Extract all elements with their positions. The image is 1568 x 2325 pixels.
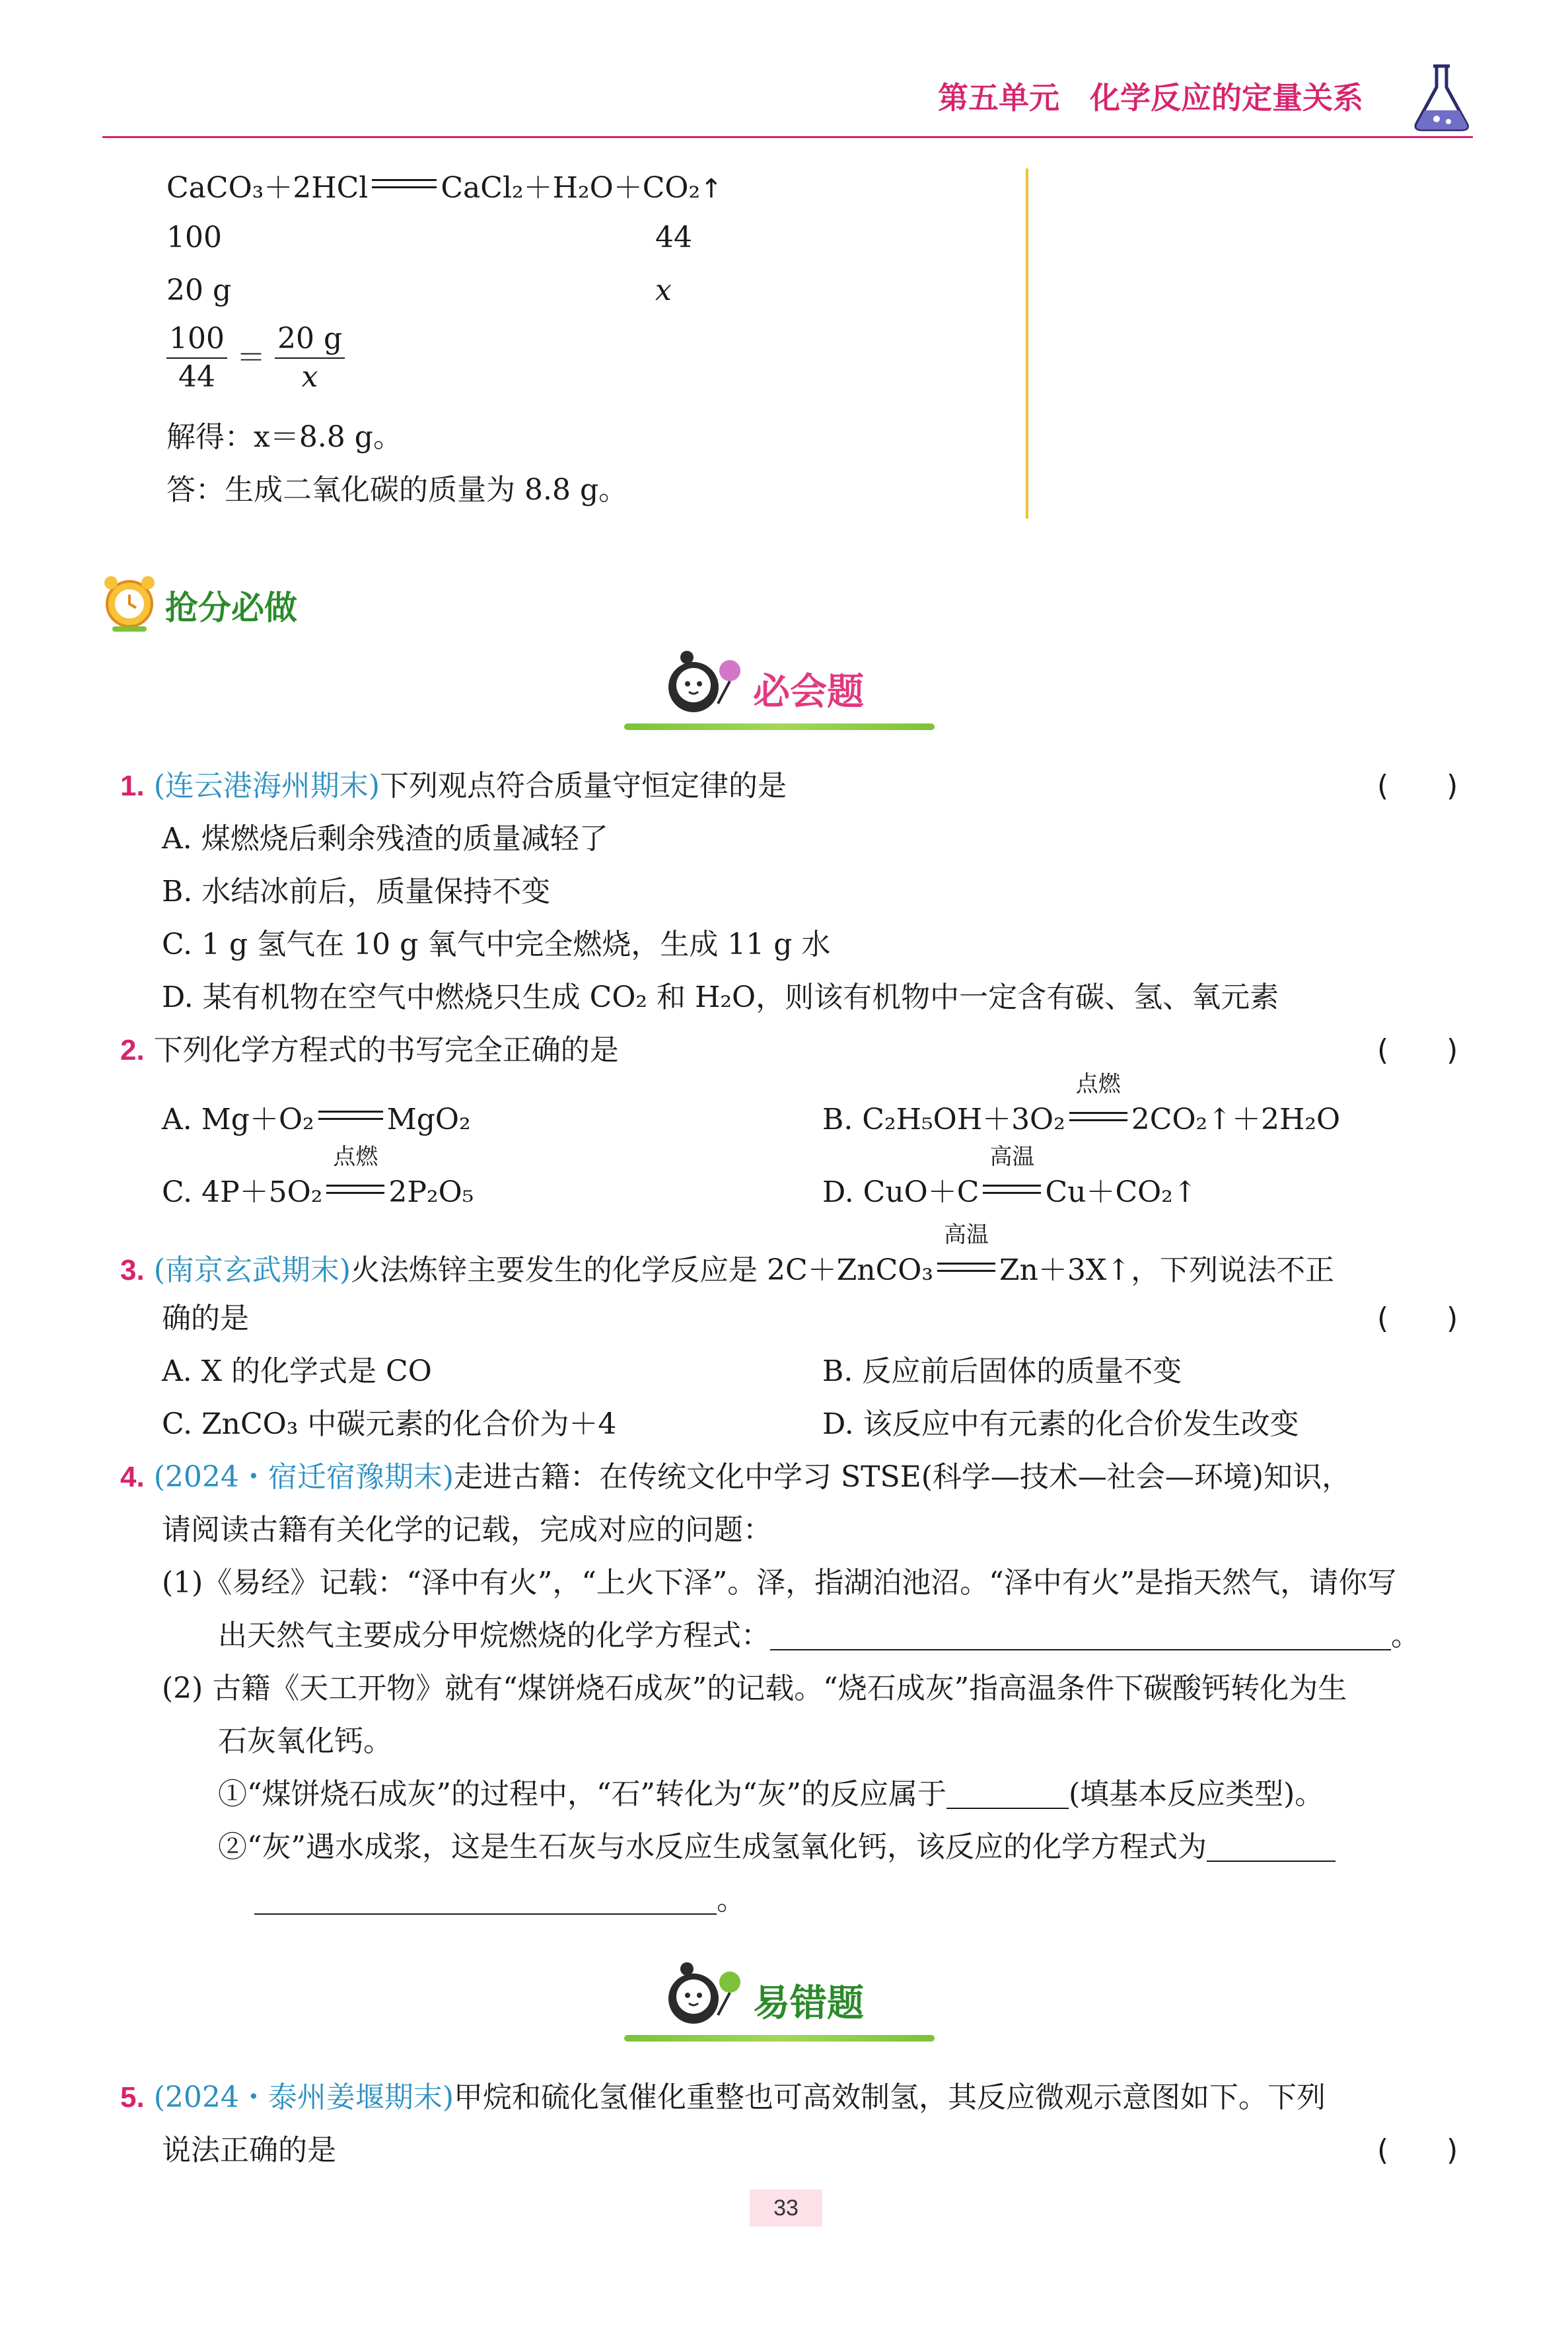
mascot-icon xyxy=(664,644,743,723)
calc-equation xyxy=(166,168,723,209)
q4-equation-blank-end[interactable] xyxy=(254,1884,717,1915)
proportion: $\frac{100}{44}$ ＝ $\frac{20 g}{x}$ xyxy=(166,320,345,396)
q1-option-b: B. 水结冰前后，质量保持不变 xyxy=(162,875,551,908)
q5-source: (2024・泰州姜堰期末) xyxy=(153,2081,454,2114)
q4-stem: 4. (2024・宿迁宿豫期末)走进古籍：在传统文化中学习 STSE(科学—技术—社会—环境)知识， xyxy=(120,1460,1351,1494)
q2-option-c: C. 4P＋5O₂ 点燃 2P₂O₅ xyxy=(162,1144,474,1209)
unknown-x: x xyxy=(655,274,672,307)
q3-stem: 3. (南京玄武期末)火法炼锌主要发生的化学反应是 2C＋ZnCO₃ 高温 Zn＋3X↑，下列说法不正 xyxy=(120,1222,1335,1287)
q1-stem: 1. (连云港海州期末)下列观点符合质量守恒定律的是 xyxy=(120,769,787,803)
q5-answer-bracket[interactable]: ( ) xyxy=(1377,2133,1458,2167)
unit-title: 第五单元 化学反应的定量关系 xyxy=(938,80,1363,116)
fraction-left: $\frac{100}{44}$ xyxy=(166,320,227,396)
mass-100: 100 xyxy=(166,221,222,254)
q3-option-c: C. ZnCO₃ 中碳元素的化合价为＋4 xyxy=(162,1407,617,1441)
q3-option-a: A. X 的化学式是 CO xyxy=(162,1354,432,1388)
q4-part2-sub1: ①“煤饼烧石成灰”的过程中，“石”转化为“灰”的反应属于 (填基本反应类型)。 xyxy=(218,1777,1324,1811)
q2-option-a: A. Mg＋O₂ MgO₂ xyxy=(162,1103,471,1136)
q3-option-b: B. 反应前后固体的质量不变 xyxy=(822,1354,1182,1388)
q4-source: (2024・宿迁宿豫期末) xyxy=(153,1460,454,1494)
flask-icon xyxy=(1410,61,1473,133)
q3-answer-bracket[interactable]: ( ) xyxy=(1377,1302,1458,1335)
gas-arrow-icon: ↑ xyxy=(700,174,723,204)
q4-part2-cont: 石灰氧化钙。 xyxy=(218,1724,392,1758)
badge-label-2: 易错题 xyxy=(753,1982,864,2025)
q1-answer-bracket[interactable]: ( ) xyxy=(1377,769,1458,803)
q2-answer-bracket[interactable]: ( ) xyxy=(1377,1033,1458,1067)
given-mass: 20 g xyxy=(166,274,232,307)
answer-line: 答：生成二氧化碳的质量为 8.8 g。 xyxy=(166,473,628,507)
q3-stem-cont: 确的是 xyxy=(162,1302,249,1335)
mascot-icon xyxy=(664,1956,743,2035)
q5-stem: 5. (2024・泰州姜堰期末)甲烷和硫化氢催化重整也可高效制氢，其反应微观示意图如下。下列 xyxy=(120,2081,1326,2114)
q4-part1-cont: 出天然气主要成分甲烷燃烧的化学方程式： 。 xyxy=(218,1619,1420,1652)
badge-error-prone xyxy=(624,1956,935,2048)
q4-equation-blank-start[interactable] xyxy=(1207,1831,1336,1862)
q3-option-d: D. 该反应中有元素的化合价发生改变 xyxy=(822,1407,1299,1441)
column-divider xyxy=(1026,168,1028,519)
equation-lhs: CaCO₃＋2HCl xyxy=(166,171,369,205)
page-number: 33 xyxy=(750,2190,822,2227)
q1-option-d: D. 某有机物在空气中燃烧只生成 CO₂ 和 H₂O，则该有机物中一定含有碳、氢、氧元素 xyxy=(162,980,1279,1014)
q1-option-c: C. 1 g 氢气在 10 g 氧气中完全燃烧，生成 11 g 水 xyxy=(162,928,831,961)
section-title: 抢分必做 xyxy=(165,589,297,627)
q4-part2-sub2: ②“灰”遇水成浆，这是生石灰与水反应生成氢氧化钙，该反应的化学方程式为 xyxy=(218,1827,1336,1867)
equals-sign xyxy=(368,188,441,198)
q2-option-b: B. C₂H₅OH＋3O₂ 点燃 2CO₂↑＋2H₂O xyxy=(822,1071,1341,1136)
q4-stem-cont: 请阅读古籍有关化学的记载，完成对应的问题： xyxy=(162,1513,772,1547)
badge-must-know xyxy=(624,644,935,737)
fraction-right: $\frac{20 g}{x}$ xyxy=(275,320,345,396)
badge-label-1: 必会题 xyxy=(753,671,864,714)
equals-sign xyxy=(314,1120,387,1129)
q1-source: (连云港海州期末) xyxy=(153,769,380,803)
q4-part2-sub2-cont: 。 xyxy=(254,1880,746,1920)
alarm-clock-icon xyxy=(99,570,160,636)
q5-stem-cont: 说法正确的是 xyxy=(162,2133,336,2167)
q1-option-a: A. 煤燃烧后剩余残渣的质量减轻了 xyxy=(162,822,608,856)
header-rule xyxy=(102,136,1473,138)
q4-reaction-type-blank[interactable] xyxy=(946,1779,1069,1809)
q2-stem: 2. 下列化学方程式的书写完全正确的是 xyxy=(120,1033,619,1067)
q4-part2: (2) 古籍《天工开物》就有“煤饼烧石成灰”的记载。“烧石成灰”指高温条件下碳酸钙转化为生 xyxy=(162,1672,1347,1705)
mass-44: 44 xyxy=(655,221,692,254)
equation-rhs: CaCl₂＋H₂O＋CO₂ xyxy=(441,171,701,205)
solve-line: 解得：x＝8.8 g。 xyxy=(166,420,402,454)
q2-option-d: D. CuO＋C 高温 Cu＋CO₂↑ xyxy=(822,1144,1197,1209)
grass-strip xyxy=(624,723,935,730)
grass-strip xyxy=(624,2035,935,2042)
q3-source: (南京玄武期末) xyxy=(153,1253,351,1287)
q4-part1: (1)《易经》记载：“泽中有火”，“上火下泽”。泽，指湖泊池沼。“泽中有火”是指天然气，请你写 xyxy=(162,1566,1397,1600)
q4-part1-answer-blank[interactable] xyxy=(770,1620,1391,1650)
